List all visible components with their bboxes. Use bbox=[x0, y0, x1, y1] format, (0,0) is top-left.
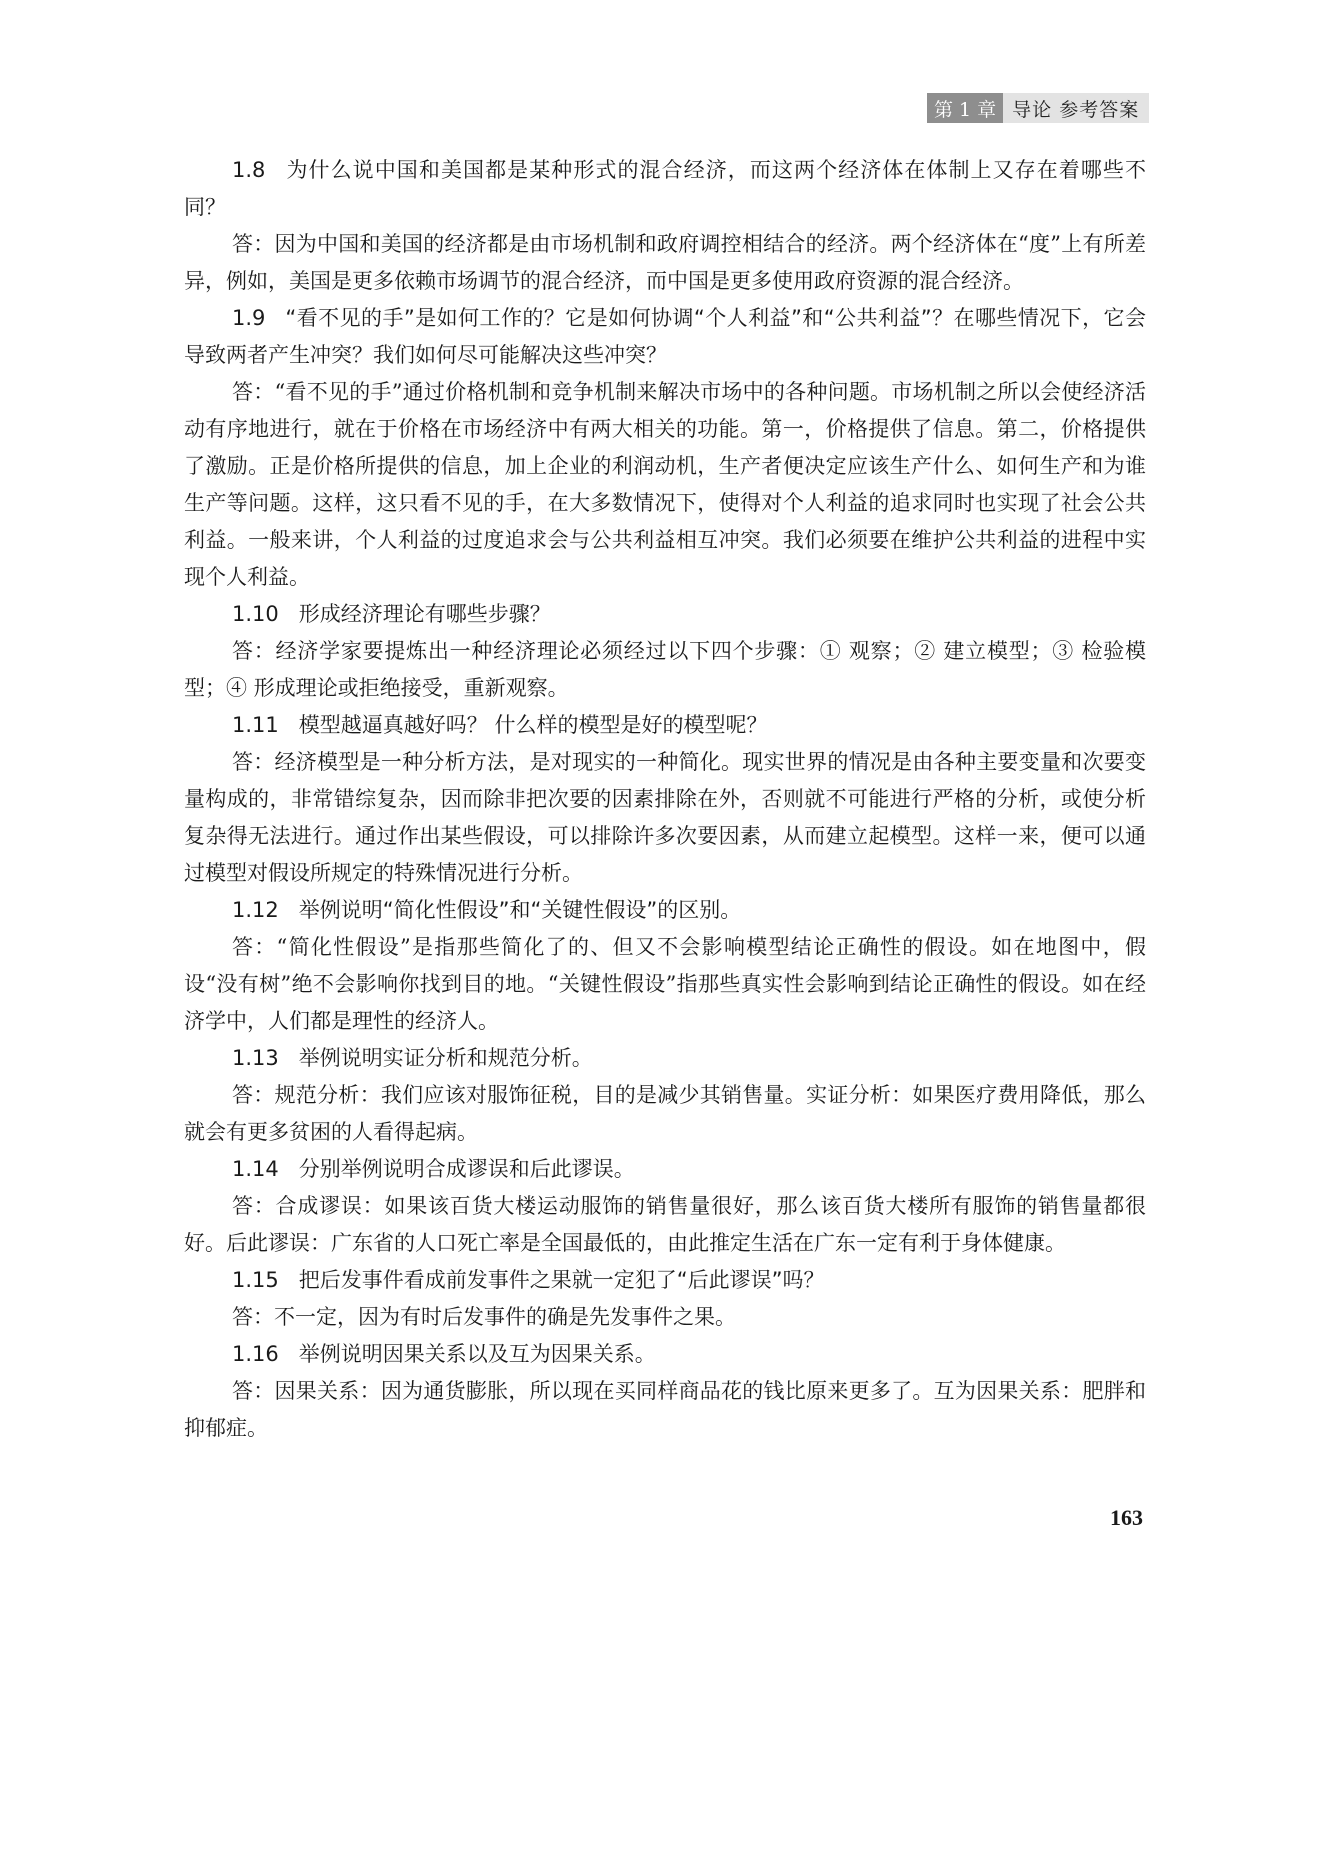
question-number: 1.8 bbox=[232, 158, 266, 182]
answer: 答：“简化性假设”是指那些简化了的、但又不会影响模型结论正确性的假设。如在地图中，假设“没有树”绝不会影响你找到目的地。“关键性假设”指那些真实性会影响到结论正确性的假设。如在经济学中，人们都是理性的经济人。 bbox=[184, 935, 1146, 1033]
qa-item-1-13 bbox=[184, 1040, 1146, 1151]
chapter-title: 导论 参考答案 bbox=[1003, 93, 1149, 123]
question-number: 1.12 bbox=[232, 898, 279, 922]
answer: 答：“看不见的手”通过价格机制和竞争机制来解决市场中的各种问题。市场机制之所以会使经济活动有序地进行，就在于价格在市场经济中有两大相关的功能。第一，价格提供了信息。第二，价格提供了激励。正是价格所提供的信息，加上企业的利润动机，生产者便决定应该生产什么、如何生产和为谁生产等问题。这样，这只看不见的手，在大多数情况下，使得对个人利益的追求同时也实现了社会公共利益。一般来讲，个人利益的过度追求会与公共利益相互冲突。我们必须要在维护公共利益的进程中实现个人利益。 bbox=[184, 380, 1146, 589]
answer: 答：不一定，因为有时后发事件的确是先发事件之果。 bbox=[232, 1305, 736, 1329]
answer: 答：因果关系：因为通货膨胀，所以现在买同样商品花的钱比原来更多了。互为因果关系：肥胖和抑郁症。 bbox=[184, 1379, 1146, 1440]
question bbox=[184, 152, 1146, 226]
question-text: 举例说明“简化性假设”和“关键性假设”的区别。 bbox=[298, 898, 742, 922]
question bbox=[184, 1151, 1146, 1188]
question bbox=[184, 596, 1146, 633]
question-number: 1.16 bbox=[232, 1342, 279, 1366]
page-number: 163 bbox=[1110, 1505, 1143, 1530]
answer: 答：合成谬误：如果该百货大楼运动服饰的销售量很好，那么该百货大楼所有服饰的销售量都很好。后此谬误：广东省的人口死亡率是全国最低的，由此推定生活在广东一定有利于身体健康。 bbox=[184, 1194, 1146, 1255]
chapter-label: 第 1 章 bbox=[927, 93, 1003, 123]
qa-item-1-12 bbox=[184, 892, 1146, 1040]
question bbox=[184, 1336, 1146, 1373]
qa-item-1-11 bbox=[184, 707, 1146, 892]
qa-item-1-14 bbox=[184, 1151, 1146, 1262]
question-text: “看不见的手”是如何工作的？它是如何协调“个人利益”和“公共利益”？在哪些情况下，它会导致两者产生冲突？我们如何尽可能解决这些冲突？ bbox=[184, 306, 1146, 367]
question-number: 1.14 bbox=[232, 1157, 279, 1181]
question-text: 举例说明因果关系以及互为因果关系。 bbox=[298, 1342, 656, 1366]
question-number: 1.11 bbox=[232, 713, 279, 737]
question bbox=[184, 300, 1146, 374]
qa-item-1-10 bbox=[184, 596, 1146, 707]
question-number: 1.15 bbox=[232, 1268, 279, 1292]
question bbox=[184, 1262, 1146, 1299]
question-text: 分别举例说明合成谬误和后此谬误。 bbox=[298, 1157, 635, 1181]
qa-content bbox=[184, 152, 1146, 1447]
question bbox=[184, 707, 1146, 744]
question-text: 形成经济理论有哪些步骤？ bbox=[298, 602, 551, 626]
question-text: 举例说明实证分析和规范分析。 bbox=[298, 1046, 593, 1070]
running-header bbox=[927, 93, 1149, 123]
qa-item-1-16 bbox=[184, 1336, 1146, 1447]
answer: 答：规范分析：我们应该对服饰征税，目的是减少其销售量。实证分析：如果医疗费用降低，那么就会有更多贫困的人看得起病。 bbox=[184, 1083, 1146, 1144]
answer: 答：经济学家要提炼出一种经济理论必须经过以下四个步骤：① 观察；② 建立模型；③ 检验模型；④ 形成理论或拒绝接受，重新观察。 bbox=[184, 639, 1146, 700]
question-number: 1.9 bbox=[232, 306, 266, 330]
question-number: 1.10 bbox=[232, 602, 279, 626]
qa-item-1-8 bbox=[184, 152, 1146, 300]
question-text: 为什么说中国和美国都是某种形式的混合经济，而这两个经济体在体制上又存在着哪些不同？ bbox=[184, 158, 1146, 219]
question bbox=[184, 1040, 1146, 1077]
question-text: 模型越逼真越好吗？ 什么样的模型是好的模型呢？ bbox=[298, 713, 768, 737]
qa-item-1-15 bbox=[184, 1262, 1146, 1336]
question bbox=[184, 892, 1146, 929]
answer: 答：经济模型是一种分析方法，是对现实的一种简化。现实世界的情况是由各种主要变量和次要变量构成的，非常错综复杂，因而除非把次要的因素排除在外，否则就不可能进行严格的分析，或使分析复杂得无法进行。通过作出某些假设，可以排除许多次要因素，从而建立起模型。这样一来，便可以通过模型对假设所规定的特殊情况进行分析。 bbox=[184, 750, 1146, 885]
question-number: 1.13 bbox=[232, 1046, 279, 1070]
question-text: 把后发事件看成前发事件之果就一定犯了“后此谬误”吗？ bbox=[298, 1268, 825, 1292]
qa-item-1-9 bbox=[184, 300, 1146, 596]
answer: 答：因为中国和美国的经济都是由市场机制和政府调控相结合的经济。两个经济体在“度”上有所差异，例如，美国是更多依赖市场调节的混合经济，而中国是更多使用政府资源的混合经济。 bbox=[184, 232, 1146, 293]
